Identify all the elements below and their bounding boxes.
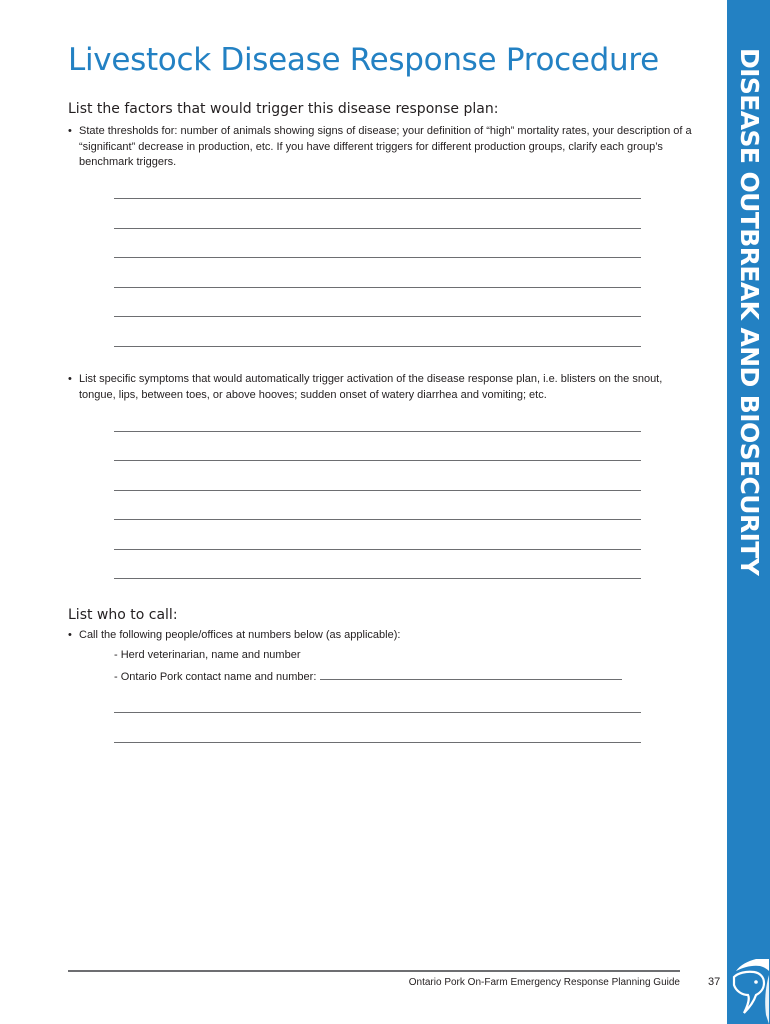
symptoms-answer-line[interactable] [114, 549, 641, 550]
symptoms-answer-line[interactable] [114, 490, 641, 491]
thresholds-answer-line[interactable] [114, 287, 641, 288]
contacts-heading: List who to call: [68, 607, 178, 623]
footer-rule [68, 970, 680, 972]
herd-vet-item [114, 648, 300, 663]
bullet-dot-icon: • [68, 629, 72, 641]
call-bullet-text: Call the following people/offices at numbers below (as applicable): [79, 629, 401, 641]
thresholds-bullet-text: State thresholds for: number of animals showing signs of disease; your definition of “high” mortality rates, your description of a “significant” decrease in production, etc. If you have different triggers for different production groups, clarify each group’s benchmark triggers. [79, 125, 692, 168]
symptoms-bullet-text: List specific symptoms that would automatically trigger activation of the disease response plan, i.e. blisters on the snout, tongue, lips, between toes, or above hooves; sudden onset of watery diarrhea and vomiting; etc. [79, 373, 663, 401]
thresholds-answer-line[interactable] [114, 316, 641, 317]
thresholds-answer-line[interactable] [114, 228, 641, 229]
triggers-heading: List the factors that would trigger this disease response plan: [68, 101, 499, 117]
thresholds-answer-line[interactable] [114, 346, 641, 347]
symptoms-answer-line[interactable] [114, 519, 641, 520]
ontario-pork-contact-field[interactable] [320, 669, 622, 680]
bullet-dot-icon: • [68, 125, 72, 137]
page-title: Livestock Disease Response Procedure [68, 42, 659, 78]
ontario-pork-contact-item [114, 669, 622, 685]
herd-vet-label: - Herd veterinarian, name and number [114, 649, 301, 661]
thresholds-answer-line[interactable] [114, 198, 641, 199]
symptoms-answer-line[interactable] [114, 431, 641, 432]
ontario-pork-contact-label: - Ontario Pork contact name and number: [114, 671, 317, 683]
contacts-answer-line[interactable] [114, 712, 641, 713]
footer-guide-title: Ontario Pork On-Farm Emergency Response Planning Guide [408, 977, 680, 988]
symptoms-answer-line[interactable] [114, 578, 641, 579]
symptoms-bullet [68, 372, 692, 403]
thresholds-answer-line[interactable] [114, 257, 641, 258]
contacts-answer-line[interactable] [114, 742, 641, 743]
thresholds-bullet [68, 124, 692, 171]
page-number: 37 [708, 976, 721, 988]
call-bullet [68, 628, 692, 644]
pig-logo-icon [726, 955, 770, 1024]
bullet-dot-icon: • [68, 373, 72, 385]
section-side-title: DISEASE OUTBREAK AND BIOSECURITY [735, 48, 764, 576]
symptoms-answer-line[interactable] [114, 460, 641, 461]
